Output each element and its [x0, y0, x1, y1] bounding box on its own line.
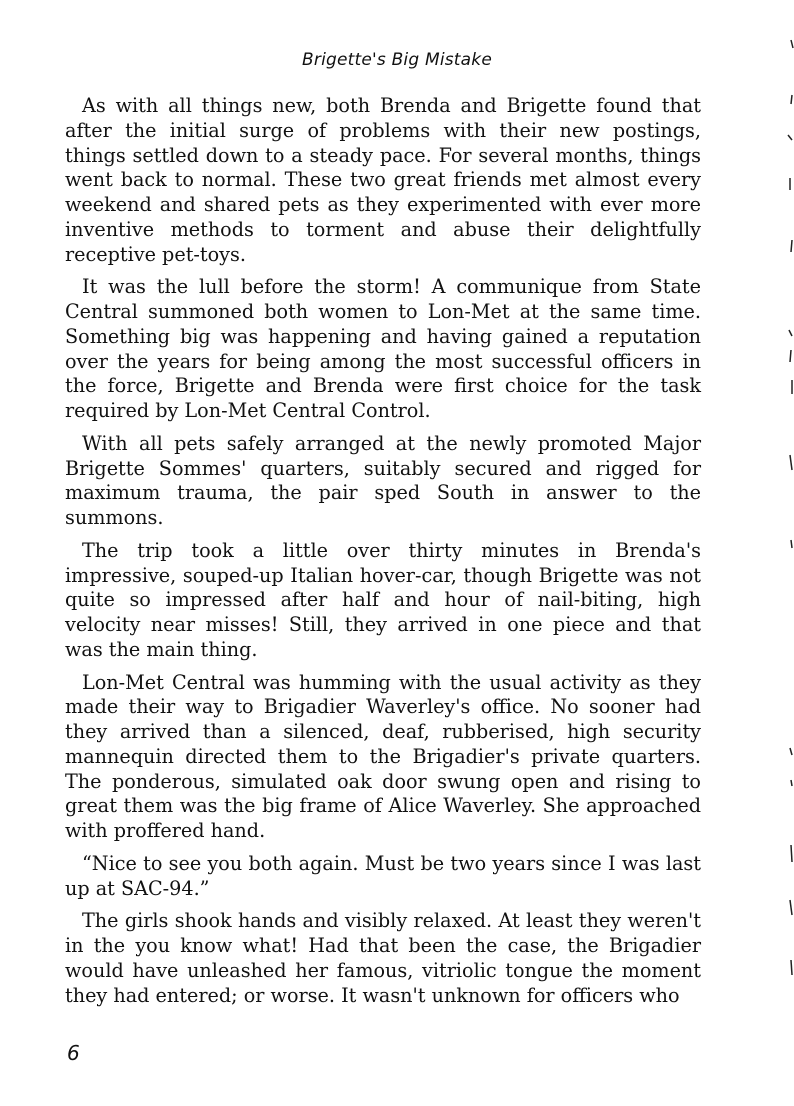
paragraph: With all pets safely arranged at the newly promoted Major Brigette Sommes' quarters, suitably secured and rigged for maximum trauma, the pair sped South in answer to the summons. [65, 431, 701, 529]
paragraph: As with all things new, both Brenda and Brigette found that after the initial surge of problems with their new postings, things settled down to a steady pace. For several months, things went back to normal. These two great friends met almost every weekend and shared pets as they experimented with ever more inventive methods to torment and abuse their delightfully receptive pet-toys. [65, 94, 701, 266]
running-title: Brigette's Big Mistake [302, 50, 492, 70]
paragraph: The trip took a little over thirty minutes in Brenda's impressive, souped-up Italian hover-car, though Brigette was not quite so impressed after half and hour of nail-biting, high velocity near misses! Still, they arrived in one piece and that was the main thing. [65, 538, 701, 661]
scan-edge-marks [782, 0, 794, 1106]
paragraph: The girls shook hands and visibly relaxed. At least they weren't in the you know what! Had that been the case, the Brigadier would have unleashed her famous, vitriolic tongue the moment they had entered; or worse. It wasn't unknown for officers who [65, 909, 701, 1007]
body-text [65, 94, 701, 1016]
paragraph: It was the lull before the storm! A communique from State Central summoned both women to Lon-Met at the same time. Something big was happening and having gained a reputation over the years for being among the most successful officers in the force, Brigette and Brenda were first choice for the task required by Lon-Met Central Control. [65, 275, 701, 422]
paragraph: “Nice to see you both again. Must be two years since I was last up at SAC-94.” [65, 851, 701, 900]
paragraph: Lon-Met Central was humming with the usual activity as they made their way to Brigadier Waverley's office. No sooner had they arrived than a silenced, deaf, rubberised, high security mannequin directed them to the Brigadier's private quarters. The ponderous, simulated oak door swung open and rising to great them was the big frame of Alice Waverley. She approached with proffered hand. [65, 670, 701, 842]
page-number: 6 [67, 1041, 80, 1065]
